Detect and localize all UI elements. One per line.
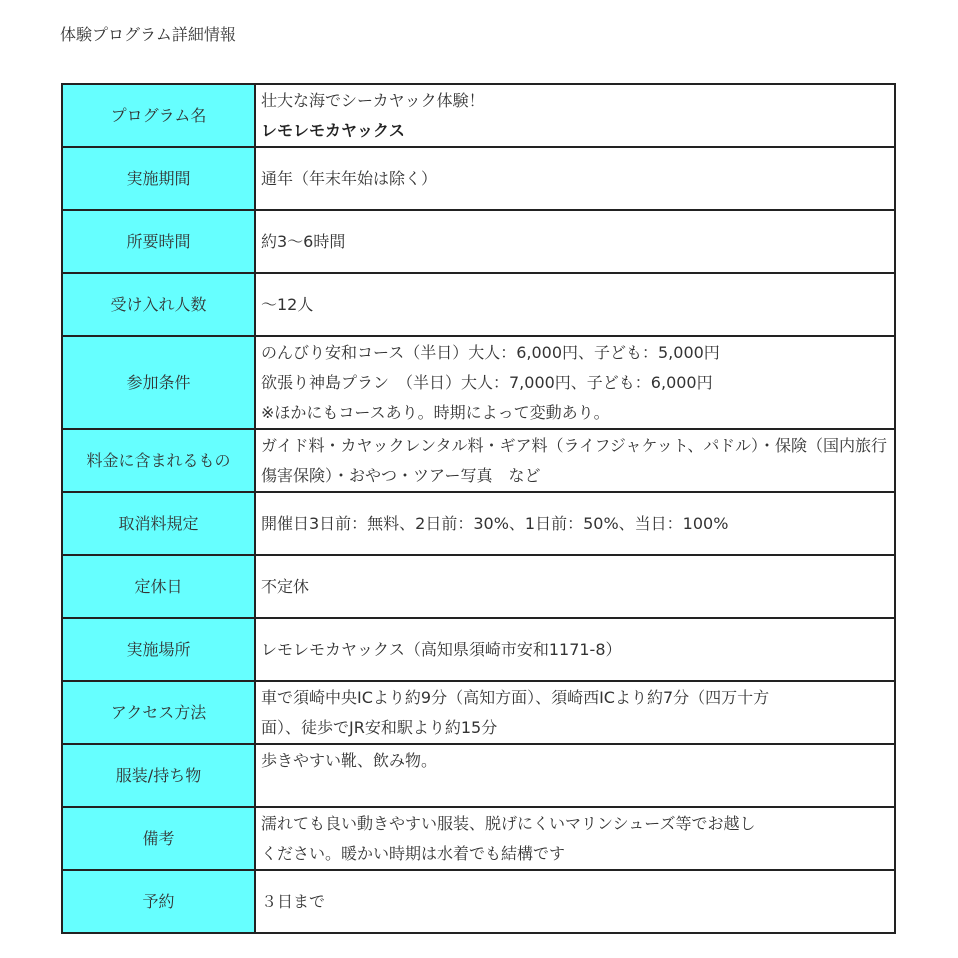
program-name-label: プログラム名 bbox=[62, 84, 255, 147]
table-row bbox=[62, 870, 895, 933]
conditions-line: ※ほかにもコースあり。時期によって変動あり。 bbox=[261, 403, 610, 422]
notes-line: ください。暖かい時期は水着でも結構です bbox=[261, 844, 566, 863]
table-row bbox=[62, 84, 895, 147]
belongings-value: 歩きやすい靴、飲み物。 bbox=[255, 744, 895, 807]
access-value bbox=[255, 681, 895, 744]
period-value: 通年（年末年始は除く） bbox=[255, 147, 895, 210]
notes-label: 備考 bbox=[62, 807, 255, 870]
table-row bbox=[62, 681, 895, 744]
reservation-label: 予約 bbox=[62, 870, 255, 933]
table-row bbox=[62, 210, 895, 273]
belongings-label: 服装/持ち物 bbox=[62, 744, 255, 807]
notes-value bbox=[255, 807, 895, 870]
program-catchphrase: 壮大な海でシーカヤック体験！ bbox=[261, 91, 485, 110]
included-value bbox=[255, 429, 895, 492]
page-title: 体験プログラム詳細情報 bbox=[60, 25, 236, 44]
reservation-value: ３日まで bbox=[255, 870, 895, 933]
period-label: 実施期間 bbox=[62, 147, 255, 210]
access-line: 車で須崎中央ICより約9分（高知方面）、須崎西ICより約7分（四万十方 bbox=[261, 688, 770, 707]
program-name-value bbox=[255, 84, 895, 147]
table-row bbox=[62, 618, 895, 681]
conditions-line: のんびり安和コース（半日）大人：6,000円、子ども：5,000円 bbox=[261, 343, 720, 362]
holiday-label: 定休日 bbox=[62, 555, 255, 618]
access-label: アクセス方法 bbox=[62, 681, 255, 744]
included-label: 料金に含まれるもの bbox=[62, 429, 255, 492]
table-row bbox=[62, 555, 895, 618]
table-row bbox=[62, 492, 895, 555]
table-row bbox=[62, 147, 895, 210]
conditions-label: 参加条件 bbox=[62, 336, 255, 429]
cancellation-label: 取消料規定 bbox=[62, 492, 255, 555]
program-name: レモレモカヤックス bbox=[261, 121, 405, 140]
conditions-value bbox=[255, 336, 895, 429]
location-value: レモレモカヤックス（高知県須崎市安和1171-8） bbox=[255, 618, 895, 681]
location-label: 実施場所 bbox=[62, 618, 255, 681]
table-row bbox=[62, 744, 895, 807]
access-line: 面）、徒歩でJR安和駅より約15分 bbox=[261, 718, 498, 737]
conditions-line: 欲張り神島プラン （半日）大人：7,000円、子ども：6,000円 bbox=[261, 373, 713, 392]
holiday-value: 不定休 bbox=[255, 555, 895, 618]
capacity-value: 〜12人 bbox=[255, 273, 895, 336]
table-row bbox=[62, 807, 895, 870]
table-row bbox=[62, 429, 895, 492]
duration-value: 約3〜6時間 bbox=[255, 210, 895, 273]
included-text: ガイド料・カヤックレンタル料・ギア料（ライフジャケット、パドル）・保険（国内旅行傷害保険）・おやつ・ツアー写真 など bbox=[261, 436, 888, 485]
cancellation-value: 開催日3日前：無料、2日前：30%、1日前：50%、当日：100% bbox=[255, 492, 895, 555]
capacity-label: 受け入れ人数 bbox=[62, 273, 255, 336]
table-row bbox=[62, 336, 895, 429]
duration-label: 所要時間 bbox=[62, 210, 255, 273]
table-row bbox=[62, 273, 895, 336]
program-info-table bbox=[61, 83, 896, 934]
notes-line: 濡れても良い動きやすい服装、脱げにくいマリンシューズ等でお越し bbox=[261, 814, 756, 833]
